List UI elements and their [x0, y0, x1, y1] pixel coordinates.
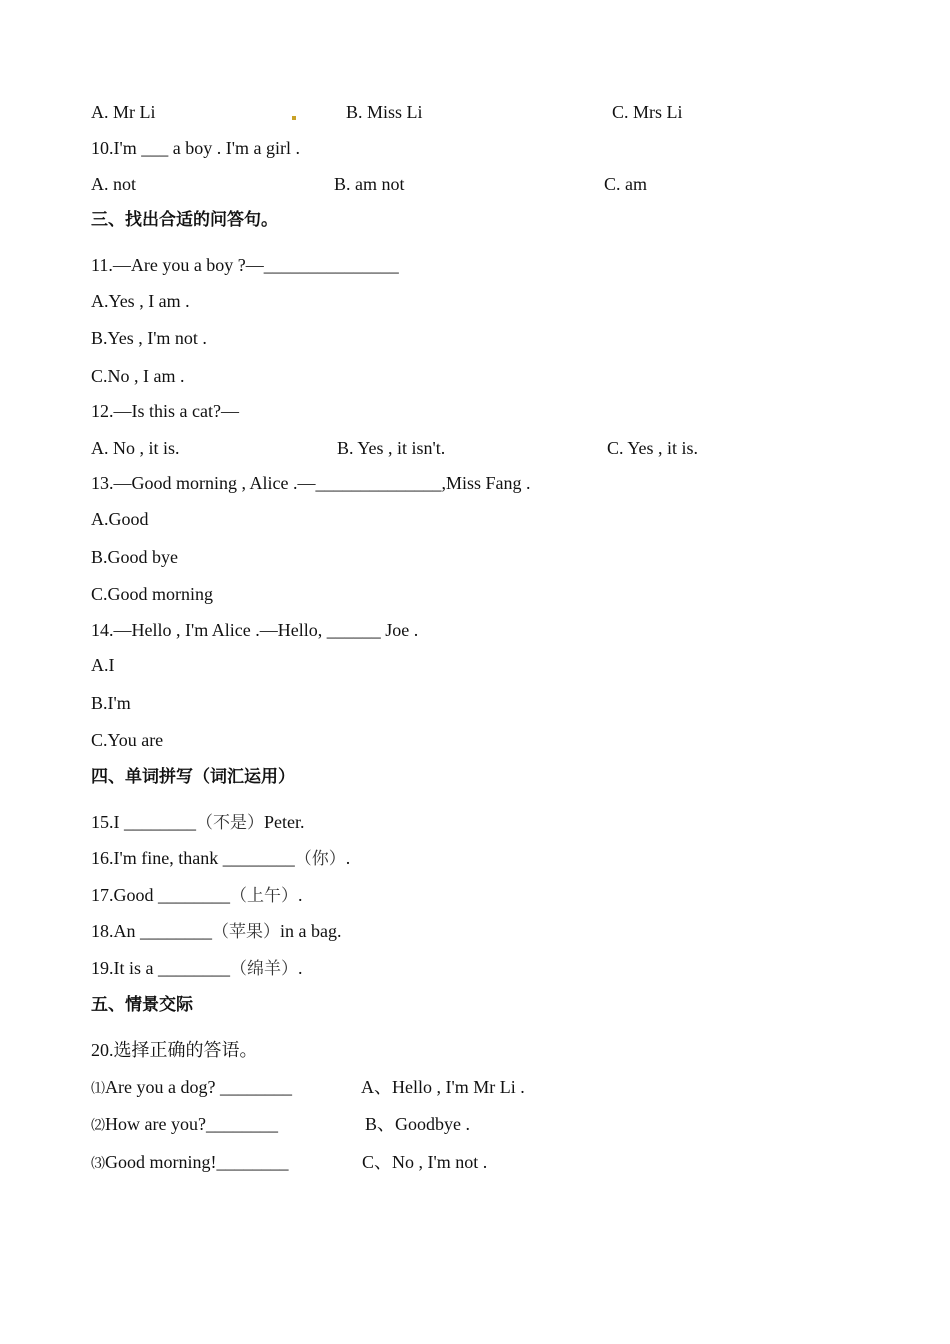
q12-option-c: C. Yes , it is.: [607, 438, 699, 458]
q19-tail: .: [298, 958, 303, 978]
q16-text: 16.I'm fine, thank ________: [91, 848, 295, 868]
q20-pair-3-text: Good morning!________: [105, 1152, 289, 1172]
q20-pair-2-question: [91, 1113, 278, 1138]
q12-option-a: A. No , it is.: [91, 438, 180, 458]
q11-option-c: C.No , I am .: [91, 366, 185, 386]
q20-title-text: 20.选择正确的答语。: [91, 1040, 258, 1060]
q9-option-c: C. Mrs Li: [612, 102, 683, 122]
q20-pair-1-num: ⑴: [91, 1082, 105, 1097]
q20-pair-1-answer: A、Hello , I'm Mr Li .: [361, 1077, 525, 1097]
q17-hint: （上午）: [230, 886, 298, 906]
q20-pair-1-question: [91, 1076, 292, 1101]
q20-pair-2-answer: B、Goodbye .: [365, 1114, 470, 1134]
section5-heading: 五、情景交际: [91, 995, 193, 1015]
q15-hint: （不是）: [196, 813, 264, 833]
q10-question: 10.I'm ___ a boy . I'm a girl .: [91, 138, 300, 158]
q20-pair-2-text: How are you?________: [105, 1114, 278, 1134]
q17-line: [91, 884, 303, 907]
q17-tail: .: [298, 885, 303, 905]
section4-heading: 四、单词拼写（词汇运用）: [91, 767, 295, 787]
q10-option-b: B. am not: [334, 174, 405, 194]
q19-text: 19.It is a ________: [91, 958, 230, 978]
q13-question: 13.—Good morning , Alice .—______________,Miss Fang .: [91, 473, 531, 493]
q15-line: [91, 811, 305, 834]
q20-pair-3-answer: C、No , I'm not .: [362, 1152, 488, 1172]
q16-tail: .: [345, 848, 351, 868]
q11-question: 11.—Are you a boy ?—_______________: [91, 255, 399, 275]
q19-hint: （绵羊）: [230, 959, 298, 979]
section3-heading: 三、找出合适的问答句。: [91, 210, 278, 230]
q10-option-c: C. am: [604, 174, 647, 194]
q14-option-b: B.I'm: [91, 693, 131, 713]
q15-text: 15.I ________: [91, 812, 196, 832]
q18-line: [91, 920, 341, 943]
q18-tail: in a bag.: [280, 921, 342, 941]
q18-text: 18.An ________: [91, 921, 212, 941]
q20-pair-2-num: ⑵: [91, 1119, 105, 1134]
q18-hint: （苹果）: [212, 922, 280, 942]
q11-option-a: A.Yes , I am .: [91, 291, 190, 311]
q20-pair-1-text: Are you a dog? ________: [105, 1077, 292, 1097]
q16-line: [91, 847, 350, 870]
q13-option-b: B.Good bye: [91, 547, 178, 567]
q13-option-a: A.Good: [91, 509, 149, 529]
q12-question: 12.—Is this a cat?—: [91, 401, 239, 421]
q20-pair-3-num: ⑶: [91, 1157, 105, 1172]
q20-title: [91, 1039, 258, 1061]
q9-option-b: B. Miss Li: [346, 102, 423, 122]
q13-option-c: C.Good morning: [91, 584, 214, 604]
q19-line: [91, 957, 303, 980]
stray-dot: [292, 116, 296, 120]
q15-tail: Peter.: [264, 812, 305, 832]
q17-text: 17.Good ________: [91, 885, 230, 905]
q14-option-a: A.I: [91, 655, 115, 675]
q16-hint: （你）: [294, 849, 346, 869]
q12-option-b: B. Yes , it isn't.: [337, 438, 446, 458]
q14-question: 14.—Hello , I'm Alice .—Hello, ______ Joe .: [91, 620, 419, 640]
q20-pair-3-question: [91, 1151, 289, 1176]
q9-option-a: A. Mr Li: [91, 102, 156, 122]
q10-option-a: A. not: [91, 174, 136, 194]
q14-option-c: C.You are: [91, 730, 164, 750]
q11-option-b: B.Yes , I'm not .: [91, 328, 207, 348]
